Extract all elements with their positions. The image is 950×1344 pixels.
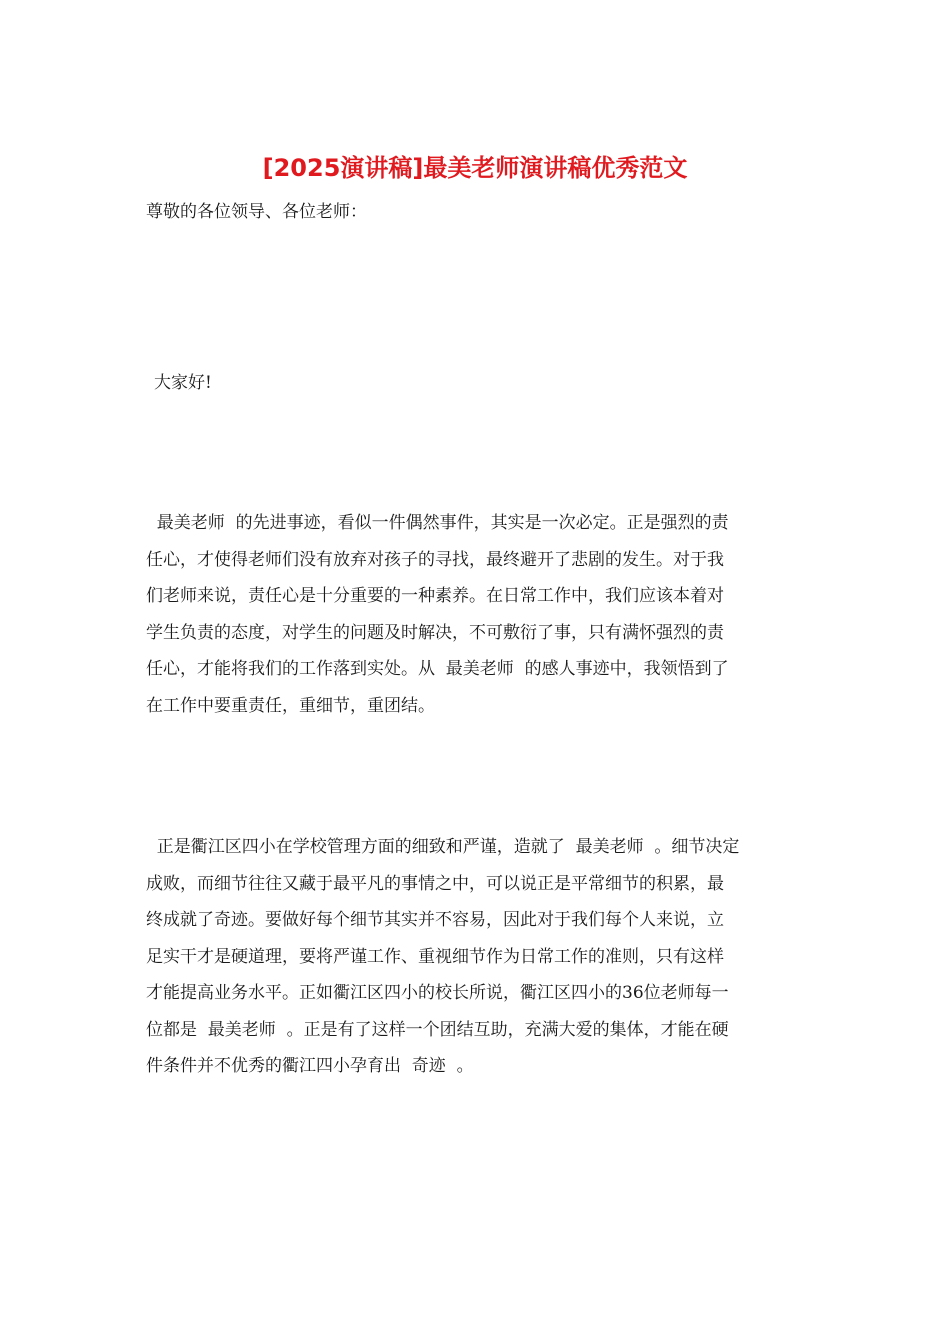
greeting-text: 尊敬的各位领导、各位老师： bbox=[146, 202, 367, 222]
paragraph-line: 位都是 最美老师 。正是有了这样一个团结互助，充满大爱的集体，才能在硬 bbox=[146, 1019, 729, 1040]
paragraph-line: 最美老师 的先进事迹，看似一件偶然事件，其实是一次必定。正是强烈的责 bbox=[146, 513, 729, 533]
body-paragraph-2 bbox=[146, 829, 806, 1085]
paragraph-line: 在工作中要重责任，重细节，重团结。 bbox=[146, 695, 435, 716]
hello-text: 大家好! bbox=[154, 373, 212, 393]
paragraph-line: 足实干才是硬道理，要将严谨工作、重视细节作为日常工作的准则，只有这样 bbox=[146, 946, 724, 967]
paragraph-line: 任心，才使得老师们没有放弃对孩子的寻找，最终避开了悲剧的发生。对于我 bbox=[146, 549, 724, 570]
paragraph-line: 们老师来说，责任心是十分重要的一种素养。在日常工作中，我们应该本着对 bbox=[146, 586, 724, 606]
document-title: [2025演讲稿]最美老师演讲稿优秀范文 bbox=[262, 154, 688, 182]
paragraph-line: 学生负责的态度，对学生的问题及时解决，不可敷衍了事，只有满怀强烈的责 bbox=[146, 622, 724, 643]
paragraph-line: 任心，才能将我们的工作落到实处。从 最美老师 的感人事迹中，我领悟到了 bbox=[146, 659, 729, 679]
paragraph-line: 终成就了奇迹。要做好每个细节其实并不容易，因此对于我们每个人来说，立 bbox=[146, 910, 724, 930]
paragraph-line: 成败，而细节往往又藏于最平凡的事情之中，可以说正是平常细节的积累，最 bbox=[146, 873, 724, 894]
paragraph-line: 正是衢江区四小在学校管理方面的细致和严谨，造就了 最美老师 。细节决定 bbox=[146, 837, 740, 857]
body-paragraph-1 bbox=[146, 505, 806, 724]
paragraph-line: 才能提高业务水平。正如衢江区四小的校长所说，衢江区四小的36位老师每一 bbox=[146, 983, 729, 1003]
paragraph-line: 件条件并不优秀的衢江四小孕育出 奇迹 。 bbox=[146, 1056, 474, 1076]
